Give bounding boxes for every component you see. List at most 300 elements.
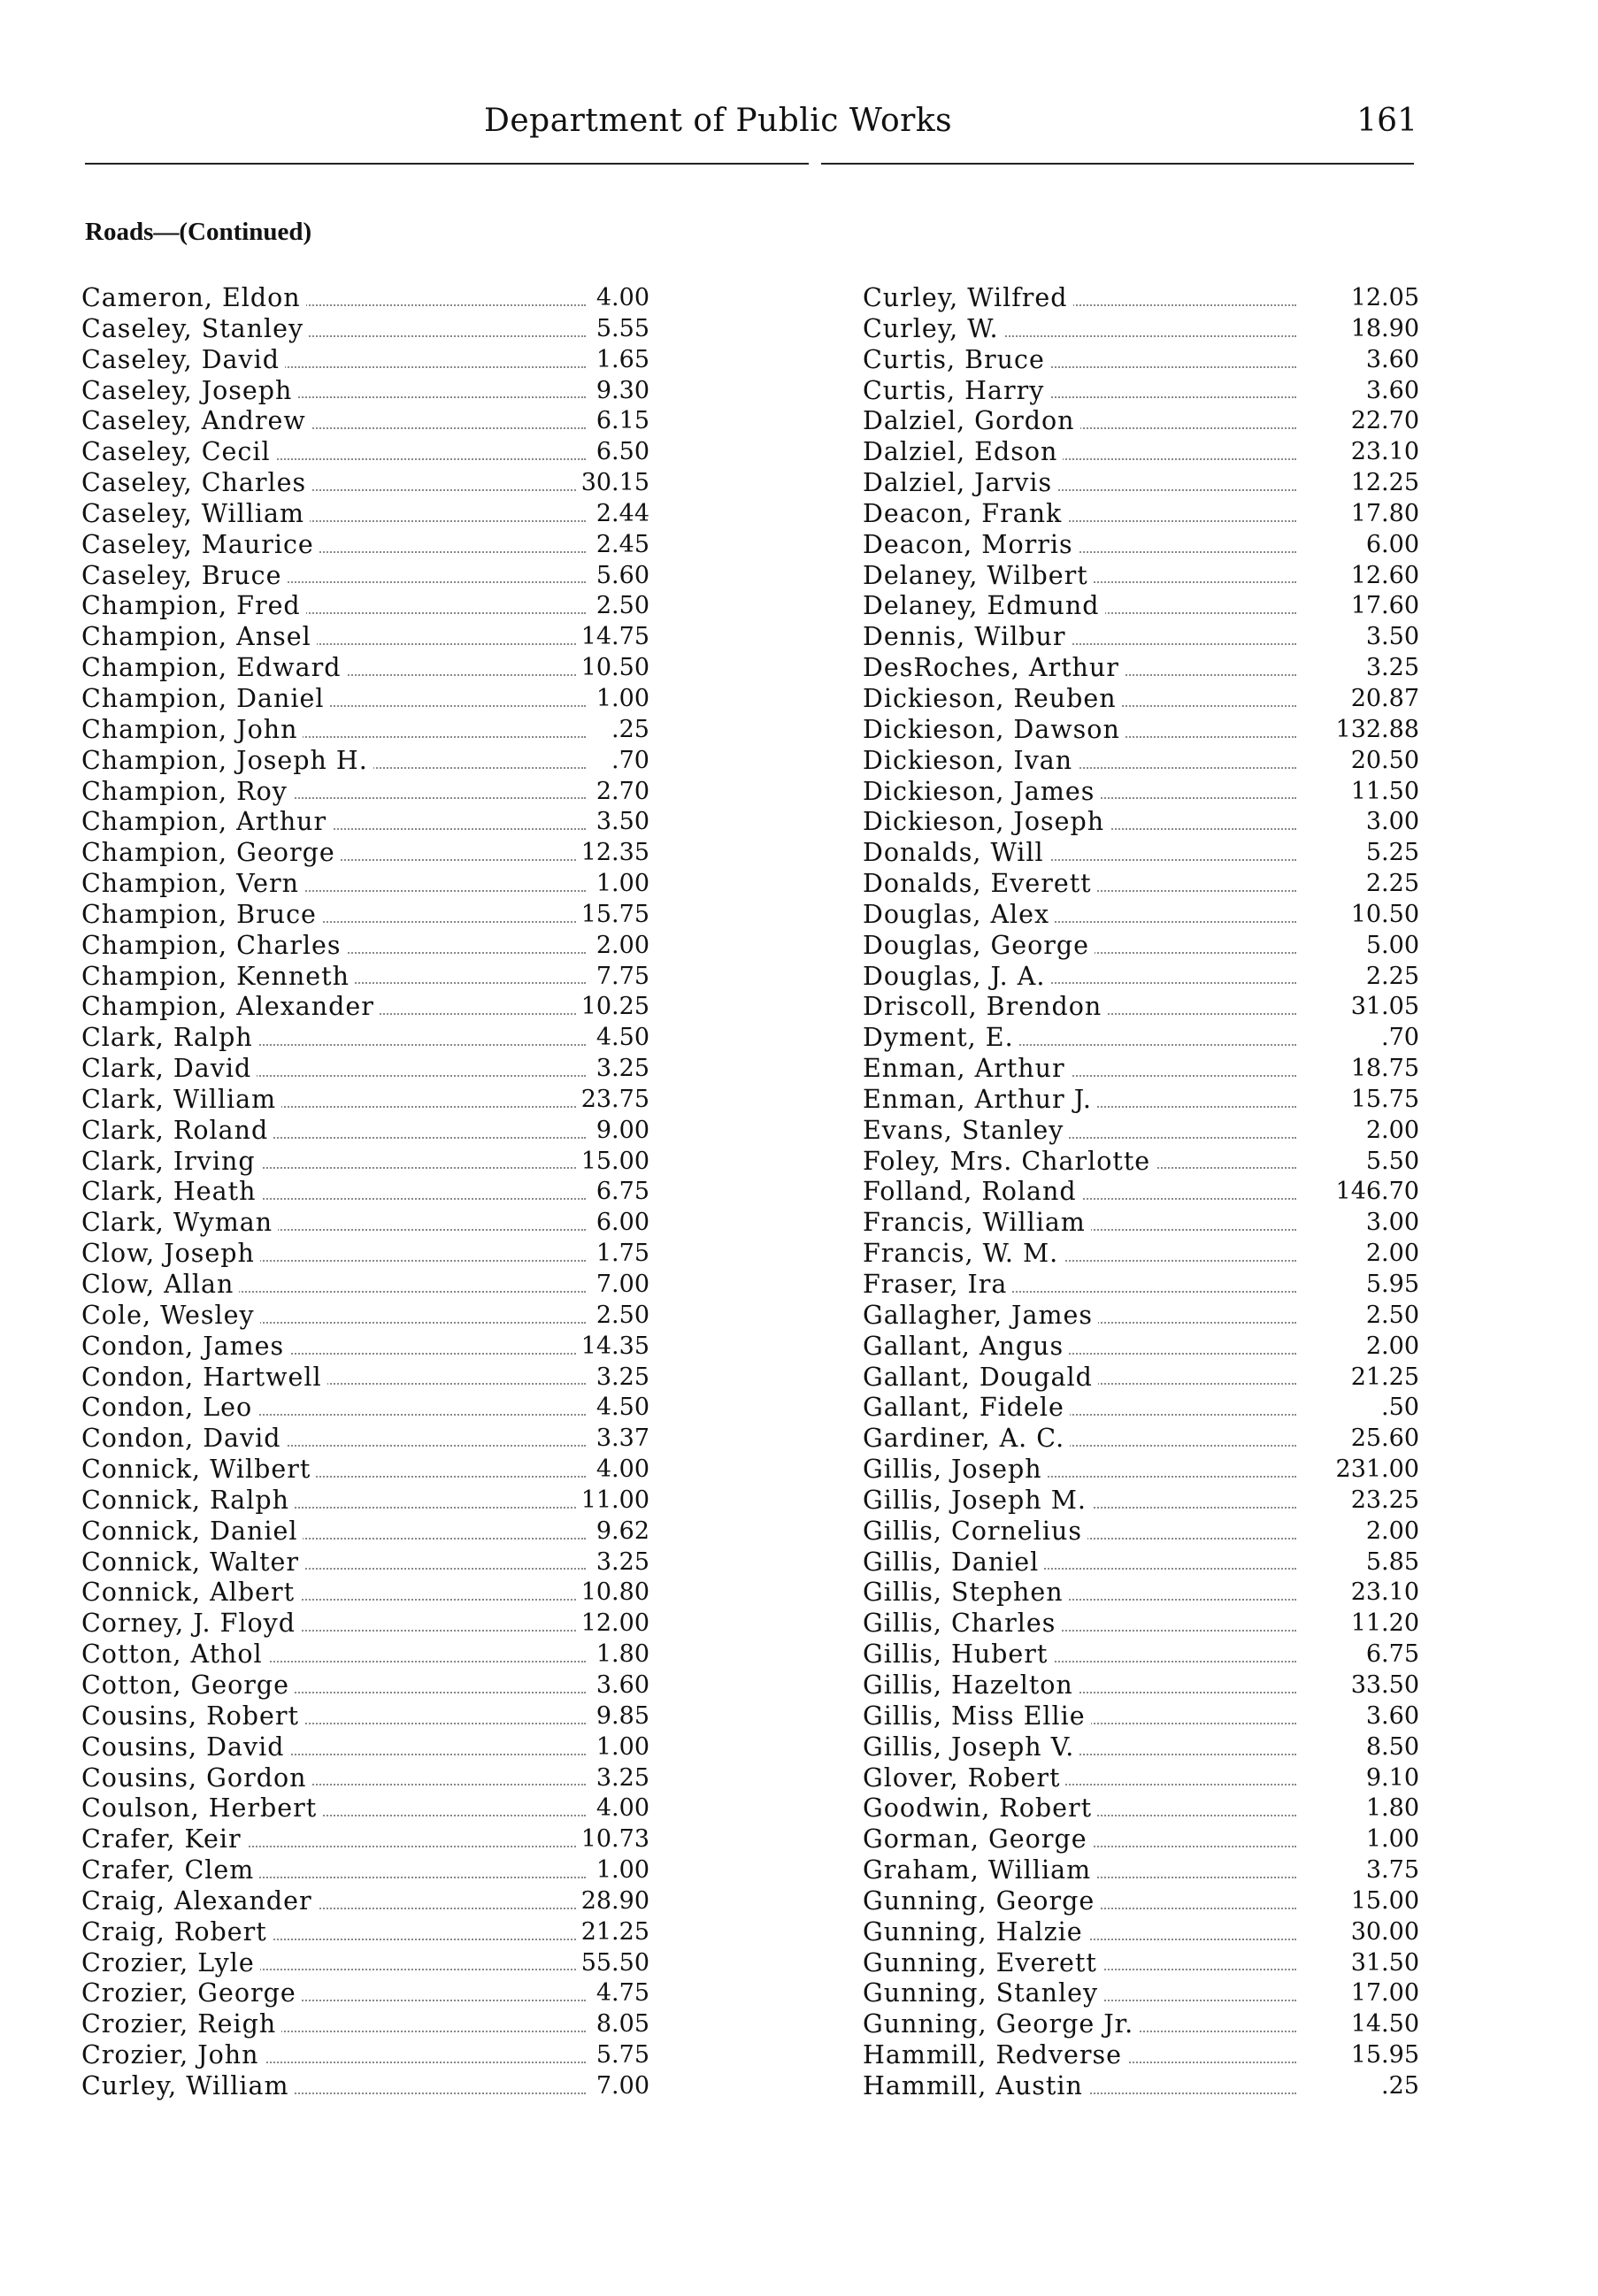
list-item xyxy=(863,930,1419,962)
payment-amount: 3.25 xyxy=(591,1547,649,1578)
payee-name: Champion, Daniel xyxy=(81,684,329,715)
payee-name: Gillis, Daniel xyxy=(863,1547,1044,1578)
payment-amount: 2.00 xyxy=(1361,1517,1419,1547)
list-item xyxy=(81,653,649,684)
payment-amount: .70 xyxy=(1376,1023,1419,1054)
list-item xyxy=(81,1485,649,1517)
payee-name: Graham, William xyxy=(863,1855,1096,1886)
payment-amount: 1.00 xyxy=(591,869,649,900)
payee-name: Champion, Alexander xyxy=(81,992,380,1023)
payment-amount: 11.20 xyxy=(1346,1609,1419,1639)
payment-amount: .25 xyxy=(606,715,649,746)
list-item xyxy=(81,375,649,407)
payment-amount: 2.50 xyxy=(591,1301,649,1332)
list-item xyxy=(81,1455,649,1486)
payee-name: Clark, Roland xyxy=(81,1116,273,1147)
list-item xyxy=(863,714,1419,746)
list-item xyxy=(863,1885,1419,1917)
payee-name: Gallant, Fidele xyxy=(863,1393,1070,1424)
payee-name: Dickieson, James xyxy=(863,777,1100,808)
payment-amount: 30.15 xyxy=(576,468,649,499)
right-column xyxy=(863,283,1419,2102)
payee-name: Evans, Stanley xyxy=(863,1116,1069,1147)
payee-name: Connick, Daniel xyxy=(81,1517,303,1547)
list-item xyxy=(863,591,1419,622)
payee-name: Clark, Irving xyxy=(81,1147,261,1178)
list-item xyxy=(81,1578,649,1609)
list-item xyxy=(863,1393,1419,1424)
payment-amount: 7.00 xyxy=(591,1270,649,1301)
payment-amount: 4.00 xyxy=(591,283,649,314)
list-item xyxy=(81,2070,649,2102)
payment-amount: 4.50 xyxy=(591,1023,649,1054)
payee-name: Gillis, Charles xyxy=(863,1609,1061,1639)
list-item xyxy=(81,622,649,653)
payee-name: Connick, Walter xyxy=(81,1547,304,1578)
payee-name: Champion, Kenneth xyxy=(81,962,355,993)
list-item xyxy=(863,683,1419,715)
payment-amount: 25.60 xyxy=(1346,1424,1419,1455)
list-item xyxy=(81,930,649,962)
payee-name: Gunning, Everett xyxy=(863,1948,1102,1979)
payee-name: Champion, Edward xyxy=(81,653,346,684)
payment-amount: 8.50 xyxy=(1361,1732,1419,1763)
payee-name: Dennis, Wilbur xyxy=(863,622,1072,653)
list-item xyxy=(863,1239,1419,1270)
payee-name: Clark, William xyxy=(81,1085,281,1116)
payee-name: Champion, George xyxy=(81,838,341,869)
payment-amount: 9.85 xyxy=(591,1701,649,1732)
payee-name: Clark, Heath xyxy=(81,1177,261,1208)
payee-name: DesRoches, Arthur xyxy=(863,653,1125,684)
payee-name: Enman, Arthur J. xyxy=(863,1085,1097,1116)
list-item xyxy=(863,1824,1419,1855)
payee-name: Crafer, Keir xyxy=(81,1824,247,1855)
payee-name: Caseley, Bruce xyxy=(81,561,287,592)
list-item xyxy=(81,1947,649,1979)
page-number: 161 xyxy=(1356,103,1417,139)
payee-name: Crozier, George xyxy=(81,1978,302,2009)
list-item xyxy=(863,406,1419,437)
payment-amount: 12.00 xyxy=(576,1609,649,1639)
payment-amount: 8.05 xyxy=(591,2009,649,2040)
payee-name: Gillis, Joseph V. xyxy=(863,1732,1079,1763)
list-item xyxy=(81,961,649,993)
payment-amount: 5.55 xyxy=(591,314,649,345)
payment-amount: 1.65 xyxy=(591,345,649,376)
payment-amount: 21.25 xyxy=(1346,1363,1419,1394)
payee-name: Gillis, Miss Ellie xyxy=(863,1701,1091,1732)
payee-name: Connick, Albert xyxy=(81,1578,300,1609)
payee-name: Gillis, Stephen xyxy=(863,1578,1069,1609)
payment-amount: 4.00 xyxy=(591,1793,649,1824)
list-item xyxy=(863,375,1419,407)
payee-name: Deacon, Morris xyxy=(863,530,1079,561)
list-item xyxy=(81,807,649,838)
payment-amount: 14.75 xyxy=(576,622,649,653)
list-item xyxy=(863,653,1419,684)
payment-amount: 10.73 xyxy=(576,1824,649,1855)
list-item xyxy=(863,899,1419,931)
header-rule xyxy=(303,163,809,165)
list-item xyxy=(863,1177,1419,1208)
payment-amount: 15.75 xyxy=(576,900,649,931)
list-item xyxy=(81,437,649,468)
payee-name: Glover, Robert xyxy=(863,1763,1065,1794)
payment-amount: 2.45 xyxy=(591,530,649,561)
payment-amount: 5.00 xyxy=(1361,931,1419,962)
payment-amount: 21.25 xyxy=(576,1917,649,1948)
payee-name: Dyment, E. xyxy=(863,1023,1019,1054)
payee-name: Clark, David xyxy=(81,1054,257,1085)
list-item xyxy=(81,1270,649,1301)
page-header xyxy=(81,97,1417,150)
payment-amount: 3.37 xyxy=(591,1424,649,1455)
list-item xyxy=(81,1393,649,1424)
payment-amount: 2.00 xyxy=(1361,1332,1419,1363)
list-item xyxy=(863,1670,1419,1701)
list-item xyxy=(81,1978,649,2009)
list-item xyxy=(81,745,649,777)
list-item xyxy=(81,1115,649,1147)
list-item xyxy=(81,1547,649,1578)
payee-name: Condon, Hartwell xyxy=(81,1363,327,1394)
list-item xyxy=(81,344,649,376)
payee-name: Dalziel, Edson xyxy=(863,437,1063,468)
list-item xyxy=(81,529,649,561)
payment-amount: 1.80 xyxy=(1361,1793,1419,1824)
payment-amount: 9.10 xyxy=(1361,1763,1419,1794)
payee-name: Gunning, Halzie xyxy=(863,1917,1088,1948)
list-item xyxy=(863,1300,1419,1332)
payment-amount: 17.80 xyxy=(1346,499,1419,530)
payment-amount: 10.25 xyxy=(576,992,649,1023)
list-item xyxy=(863,869,1419,900)
list-item xyxy=(81,869,649,900)
list-item xyxy=(863,437,1419,468)
list-item xyxy=(81,1609,649,1639)
payment-amount: 5.25 xyxy=(1361,838,1419,869)
payee-name: Driscoll, Brendon xyxy=(863,992,1107,1023)
payee-name: Caseley, Stanley xyxy=(81,314,309,345)
payment-amount: 55.50 xyxy=(576,1948,649,1979)
payee-name: Champion, Fred xyxy=(81,591,306,622)
payment-amount: 23.10 xyxy=(1346,437,1419,468)
payment-amount: 6.75 xyxy=(1361,1639,1419,1670)
payment-amount: 3.25 xyxy=(591,1363,649,1394)
payee-name: Gorman, George xyxy=(863,1824,1093,1855)
list-item xyxy=(81,2009,649,2040)
list-item xyxy=(863,283,1419,314)
payment-amount: 18.75 xyxy=(1346,1054,1419,1085)
payment-amount: 3.60 xyxy=(591,1670,649,1701)
list-item xyxy=(81,1084,649,1116)
payee-name: Dalziel, Jarvis xyxy=(863,468,1057,499)
payee-name: Gallant, Angus xyxy=(863,1332,1069,1363)
list-item xyxy=(863,1054,1419,1085)
payee-name: Fraser, Ira xyxy=(863,1270,1012,1301)
list-item xyxy=(863,1146,1419,1178)
payment-amount: 5.75 xyxy=(591,2040,649,2071)
payee-name: Hammill, Austin xyxy=(863,2071,1088,2102)
payment-amount: 23.25 xyxy=(1346,1486,1419,1517)
payee-name: Caseley, Joseph xyxy=(81,376,297,407)
payment-amount: 3.00 xyxy=(1361,807,1419,838)
payee-name: Folland, Roland xyxy=(863,1177,1082,1208)
payment-amount: 31.05 xyxy=(1346,992,1419,1023)
list-item xyxy=(863,745,1419,777)
payment-amount: 4.75 xyxy=(591,1978,649,2009)
payment-amount: 9.62 xyxy=(591,1517,649,1547)
list-item xyxy=(863,1916,1419,1948)
list-item xyxy=(863,961,1419,993)
payment-amount: 10.50 xyxy=(576,653,649,684)
payee-name: Caseley, Maurice xyxy=(81,530,319,561)
list-item xyxy=(81,683,649,715)
payee-name: Clark, Wyman xyxy=(81,1208,278,1239)
payment-amount: 6.00 xyxy=(591,1208,649,1239)
payment-amount: 146.70 xyxy=(1331,1177,1419,1208)
payment-amount: 2.00 xyxy=(1361,1116,1419,1147)
payment-amount: 4.00 xyxy=(591,1455,649,1486)
list-item xyxy=(863,807,1419,838)
payee-name: Condon, David xyxy=(81,1424,287,1455)
payee-name: Craig, Robert xyxy=(81,1917,273,1948)
payee-name: Douglas, George xyxy=(863,931,1095,962)
payment-amount: 10.50 xyxy=(1346,900,1419,931)
section-heading: Roads—(Continued) xyxy=(85,218,312,246)
payment-amount: 3.50 xyxy=(1361,622,1419,653)
list-item xyxy=(863,2070,1419,2102)
list-item xyxy=(81,1885,649,1917)
payment-amount: 5.60 xyxy=(591,561,649,592)
payment-amount: 1.00 xyxy=(591,1732,649,1763)
payee-name: Cotton, Athol xyxy=(81,1639,268,1670)
list-item xyxy=(863,498,1419,530)
list-item xyxy=(81,1331,649,1363)
payee-name: Caseley, David xyxy=(81,345,285,376)
payment-amount: 1.00 xyxy=(1361,1824,1419,1855)
list-item xyxy=(863,468,1419,499)
payment-amount: 3.75 xyxy=(1361,1855,1419,1886)
payment-amount: 2.00 xyxy=(1361,1239,1419,1270)
payment-amount: 3.25 xyxy=(591,1054,649,1085)
payee-name: Goodwin, Robert xyxy=(863,1793,1097,1824)
list-item xyxy=(863,1793,1419,1824)
list-item xyxy=(81,2040,649,2071)
payee-name: Cousins, Robert xyxy=(81,1701,304,1732)
payee-name: Caseley, William xyxy=(81,499,310,530)
payee-name: Dickieson, Ivan xyxy=(863,746,1078,777)
payee-name: Condon, Leo xyxy=(81,1393,257,1424)
payee-name: Corney, J. Floyd xyxy=(81,1609,301,1639)
payment-amount: 7.75 xyxy=(591,962,649,993)
payment-amount: 6.00 xyxy=(1361,530,1419,561)
payment-amount: 12.25 xyxy=(1346,468,1419,499)
payee-name: Connick, Wilbert xyxy=(81,1455,316,1486)
list-item xyxy=(81,498,649,530)
payee-name: Francis, W. M. xyxy=(863,1239,1064,1270)
payee-name: Gillis, Joseph M. xyxy=(863,1486,1092,1517)
payee-name: Gunning, George xyxy=(863,1886,1100,1917)
payment-amount: 9.00 xyxy=(591,1116,649,1147)
payment-amount: 3.25 xyxy=(1361,653,1419,684)
payment-amount: 12.05 xyxy=(1346,283,1419,314)
payment-amount: 6.50 xyxy=(591,437,649,468)
payment-amount: 1.00 xyxy=(591,1855,649,1886)
list-item xyxy=(81,1300,649,1332)
payee-name: Caseley, Andrew xyxy=(81,406,311,437)
header-rule xyxy=(85,163,304,165)
payee-name: Cameron, Eldon xyxy=(81,283,306,314)
list-item xyxy=(863,1115,1419,1147)
payment-amount: 28.90 xyxy=(576,1886,649,1917)
payment-amount: 5.85 xyxy=(1361,1547,1419,1578)
payment-amount: 6.75 xyxy=(591,1177,649,1208)
payment-amount: 5.95 xyxy=(1361,1270,1419,1301)
list-item xyxy=(863,1578,1419,1609)
list-item xyxy=(81,1855,649,1886)
payee-name: Foley, Mrs. Charlotte xyxy=(863,1147,1156,1178)
list-item xyxy=(863,992,1419,1023)
payee-name: Clow, Joseph xyxy=(81,1239,260,1270)
payee-name: Champion, Arthur xyxy=(81,807,332,838)
list-item xyxy=(81,313,649,345)
payee-name: Curley, Wilfred xyxy=(863,283,1073,314)
payment-amount: 3.50 xyxy=(591,807,649,838)
list-item xyxy=(863,1609,1419,1639)
payee-name: Crozier, Reigh xyxy=(81,2009,281,2040)
list-item xyxy=(81,1239,649,1270)
payee-name: Champion, Vern xyxy=(81,869,304,900)
list-item xyxy=(863,344,1419,376)
list-item xyxy=(81,560,649,592)
payment-amount: 9.30 xyxy=(591,376,649,407)
list-item xyxy=(81,1023,649,1054)
payment-amount: .70 xyxy=(606,746,649,777)
list-item xyxy=(863,2009,1419,2040)
payment-amount: 30.00 xyxy=(1346,1917,1419,1948)
list-item xyxy=(81,1516,649,1547)
payee-name: Clark, Ralph xyxy=(81,1023,258,1054)
list-item xyxy=(863,1855,1419,1886)
payee-name: Cousins, David xyxy=(81,1732,289,1763)
payee-name: Champion, Bruce xyxy=(81,900,322,931)
list-item xyxy=(81,1424,649,1455)
list-item xyxy=(863,2040,1419,2071)
list-item xyxy=(81,1146,649,1178)
payment-amount: 31.50 xyxy=(1346,1948,1419,1979)
payee-name: Craig, Alexander xyxy=(81,1886,318,1917)
payee-name: Connick, Ralph xyxy=(81,1486,295,1517)
list-item xyxy=(863,1424,1419,1455)
list-item xyxy=(81,1670,649,1701)
list-item xyxy=(81,1208,649,1239)
payment-amount: 2.44 xyxy=(591,499,649,530)
list-item xyxy=(81,1916,649,1948)
payee-name: Curtis, Harry xyxy=(863,376,1049,407)
payee-name: Hammill, Redverse xyxy=(863,2040,1127,2071)
payee-name: Caseley, Charles xyxy=(81,468,311,499)
payee-name: Curtis, Bruce xyxy=(863,345,1050,376)
payee-name: Gallagher, James xyxy=(863,1301,1098,1332)
payment-amount: 11.50 xyxy=(1346,777,1419,808)
payment-amount: 17.00 xyxy=(1346,1978,1419,2009)
payment-amount: 132.88 xyxy=(1331,715,1419,746)
list-item xyxy=(863,1762,1419,1794)
payment-amount: 23.10 xyxy=(1346,1578,1419,1609)
payee-name: Crafer, Clem xyxy=(81,1855,259,1886)
list-item xyxy=(863,1639,1419,1670)
payee-name: Gunning, George Jr. xyxy=(863,2009,1139,2040)
payment-amount: 15.00 xyxy=(1346,1886,1419,1917)
list-item xyxy=(81,1732,649,1763)
payee-name: Delaney, Edmund xyxy=(863,591,1105,622)
payee-name: Curley, William xyxy=(81,2071,294,2102)
list-item xyxy=(81,899,649,931)
payee-name: Gardiner, A. C. xyxy=(863,1424,1070,1455)
list-item xyxy=(863,1023,1419,1054)
list-item xyxy=(863,1732,1419,1763)
payment-amount: .50 xyxy=(1376,1393,1419,1424)
payment-amount: 2.00 xyxy=(591,931,649,962)
payment-amount: 20.87 xyxy=(1346,684,1419,715)
payee-name: Dickieson, Reuben xyxy=(863,684,1122,715)
payment-amount: 3.60 xyxy=(1361,345,1419,376)
payee-name: Gunning, Stanley xyxy=(863,1978,1103,2009)
payee-name: Delaney, Wilbert xyxy=(863,561,1094,592)
list-item xyxy=(81,283,649,314)
payee-name: Cotton, George xyxy=(81,1670,295,1701)
payment-amount: 15.00 xyxy=(576,1147,649,1178)
payee-name: Douglas, J. A. xyxy=(863,962,1050,993)
payee-name: Francis, William xyxy=(863,1208,1091,1239)
list-item xyxy=(863,1084,1419,1116)
list-item xyxy=(863,622,1419,653)
payment-amount: .25 xyxy=(1376,2071,1419,2102)
list-item xyxy=(81,468,649,499)
payment-amount: 2.50 xyxy=(1361,1301,1419,1332)
payment-amount: 3.60 xyxy=(1361,1701,1419,1732)
list-item xyxy=(81,1177,649,1208)
payee-name: Crozier, Lyle xyxy=(81,1948,260,1979)
payee-name: Clow, Allan xyxy=(81,1270,239,1301)
list-item xyxy=(863,838,1419,869)
payee-name: Gillis, Joseph xyxy=(863,1455,1048,1486)
payment-amount: 10.80 xyxy=(576,1578,649,1609)
payment-amount: 1.00 xyxy=(591,684,649,715)
list-item xyxy=(863,1270,1419,1301)
payee-name: Donalds, Everett xyxy=(863,869,1097,900)
list-item xyxy=(863,1455,1419,1486)
list-item xyxy=(81,1639,649,1670)
payee-name: Gillis, Cornelius xyxy=(863,1517,1087,1547)
payee-name: Champion, Ansel xyxy=(81,622,317,653)
payee-name: Dickieson, Dawson xyxy=(863,715,1126,746)
payment-amount: 22.70 xyxy=(1346,406,1419,437)
list-item xyxy=(863,1516,1419,1547)
list-item xyxy=(863,1701,1419,1732)
payment-amount: 17.60 xyxy=(1346,591,1419,622)
list-item xyxy=(81,1824,649,1855)
payment-amount: 2.70 xyxy=(591,777,649,808)
payment-amount: 1.75 xyxy=(591,1239,649,1270)
payment-amount: 11.00 xyxy=(576,1486,649,1517)
payee-name: Champion, Roy xyxy=(81,777,293,808)
list-item xyxy=(863,1331,1419,1363)
list-item xyxy=(863,1485,1419,1517)
list-item xyxy=(863,529,1419,561)
